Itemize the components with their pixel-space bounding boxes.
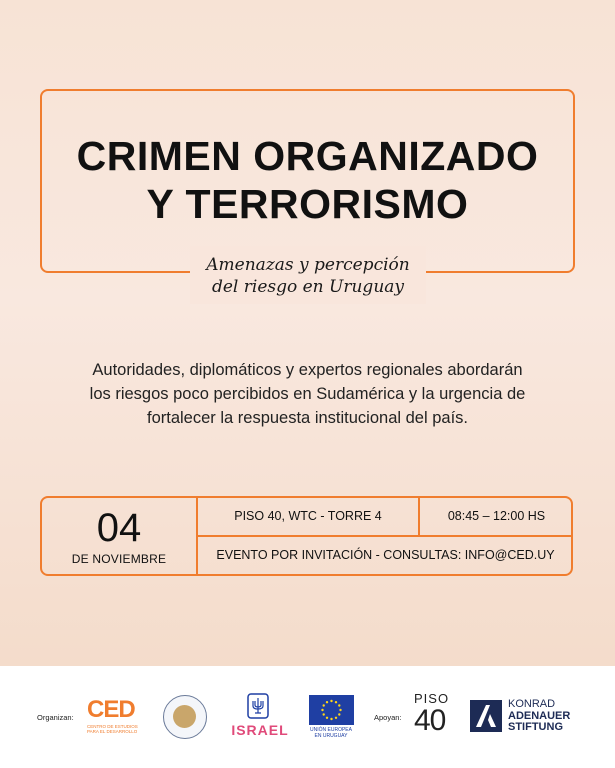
event-description [50,358,565,430]
kas-line-1: KONRAD [508,698,556,710]
event-location: PISO 40, WTC - TORRE 4 [234,509,382,523]
eu-text-line-2: EN URUGUAY [314,733,348,739]
ced-logo-subtitle [87,724,147,734]
piso40-number: 40 [414,704,446,737]
eagle-icon [173,705,196,728]
info-divider-horizontal [198,535,573,537]
menorah-emblem-icon [247,693,269,719]
supporters-label: Apoyan: [374,713,402,722]
title-line-2: Y TERRORISMO [146,181,469,227]
event-invitation: EVENTO POR INVITACIÓN - CONSULTAS: INFO@CED.UY [216,548,555,562]
description-line-1: Autoridades, diplomáticos y expertos regionales abordarán [92,361,523,379]
subtitle-line-1: Amenazas y percepción [206,255,410,275]
piso40-logo [414,692,458,740]
description-line-3: fortalecer la respuesta institucional del país. [146,409,468,427]
event-info-box [40,496,573,576]
eu-logo-text [298,727,364,739]
ced-sub-line-1: CENTRO DE ESTUDIOS [87,724,138,729]
piso40-label: PISO [414,691,450,706]
event-time: 08:45 – 12:00 HS [447,509,546,523]
description-line-2: los riesgos poco percibidos en Sudamérica y la urgencia de [89,385,526,403]
ced-sub-line-2: PARA EL DESARROLLO [87,729,138,734]
israel-logo-text: ISRAEL [231,722,289,738]
eu-text-line-1: UNIÓN EUROPEA [310,727,352,733]
event-title [40,132,575,228]
ced-logo-mark: CED [87,696,135,723]
us-embassy-seal-icon [163,695,207,739]
kas-line-2: ADENAUER [508,709,571,722]
event-subtitle [190,246,426,304]
event-month: DE NOVIEMBRE [71,552,167,566]
kas-logo-icon [470,700,502,732]
kas-line-3: STIFTUNG [508,721,563,733]
subtitle-line-2: del riesgo en Uruguay [211,277,405,297]
kas-logo-text [508,699,570,734]
organizers-label: Organizan: [37,713,74,722]
event-day: 04 [96,506,142,550]
title-line-1: CRIMEN ORGANIZADO [76,133,539,179]
eu-flag-icon [309,695,354,725]
ced-logo [87,697,147,737]
